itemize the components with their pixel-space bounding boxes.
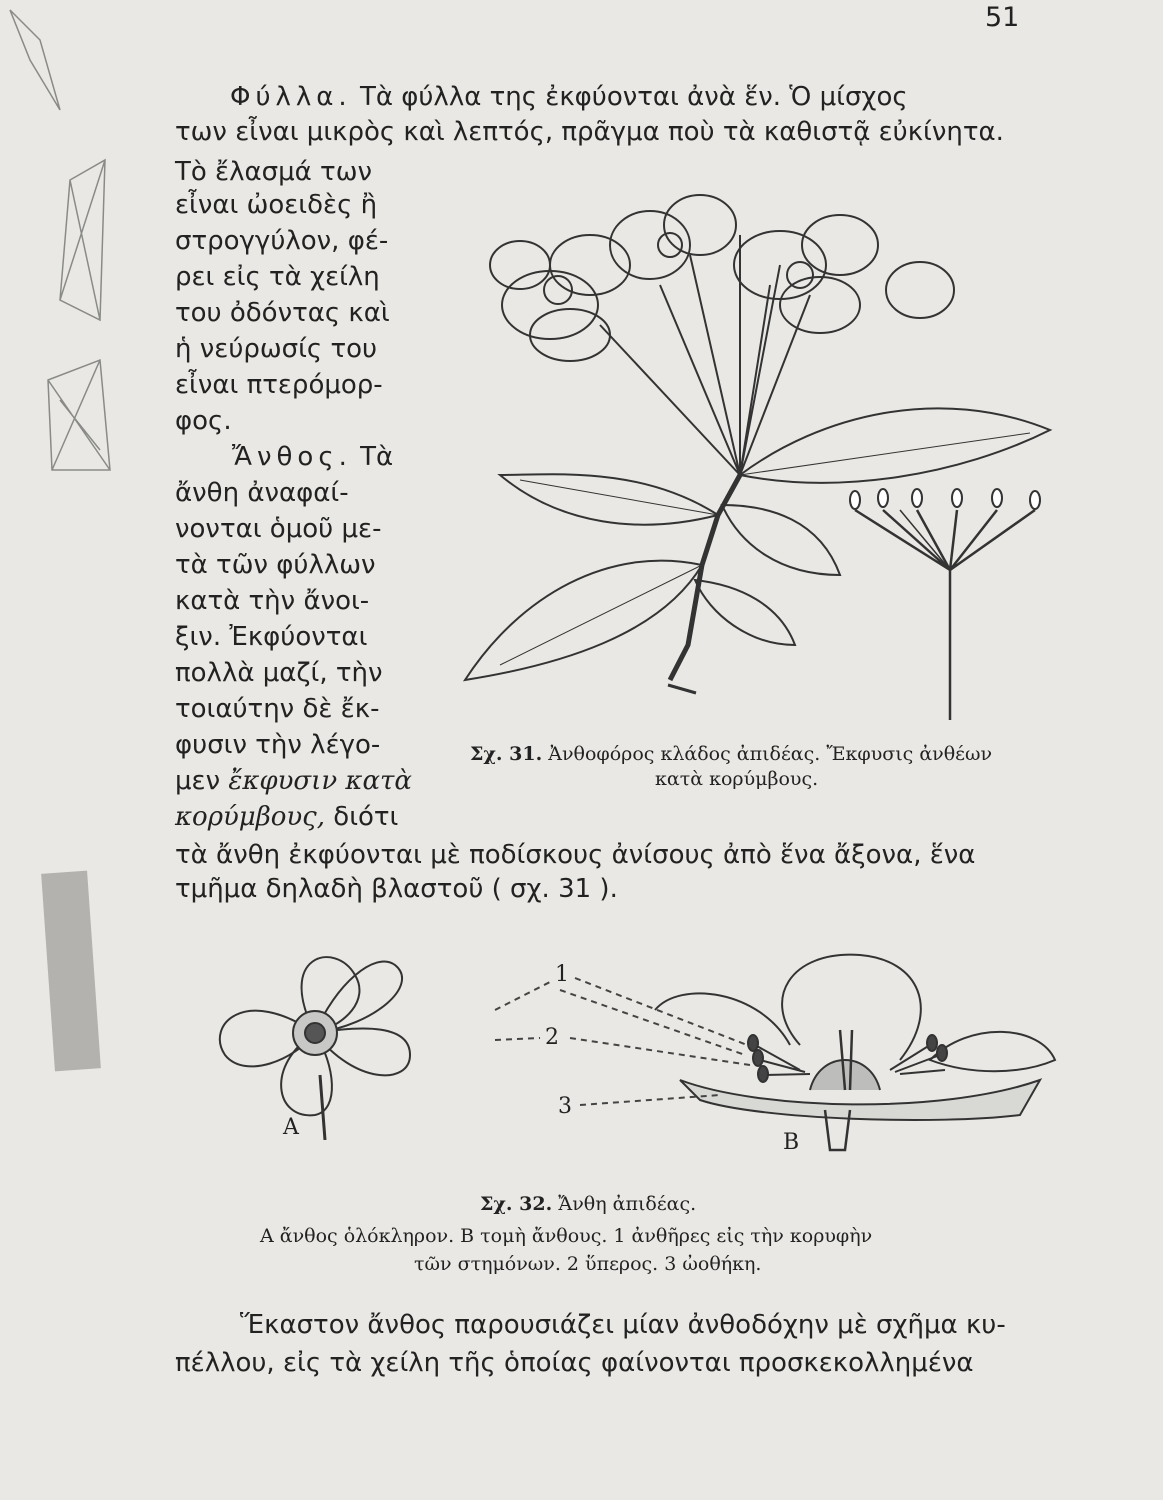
leaf	[740, 408, 1050, 482]
body-line: τμῆμα δηλαδὴ βλαστοῦ ( σχ. 31 ).	[175, 874, 618, 904]
closing-line-1: Ἕκαστον ἄνθος παρουσιάζει μίαν ἀνθοδόχην μὲ σχῆμα κυ-	[240, 1310, 1006, 1340]
fig32-pointer-2: 2	[545, 1025, 559, 1050]
fig32-label-a: A	[283, 1115, 299, 1140]
leaf	[465, 561, 702, 680]
left-col-line: ρει εἰς τὰ χείλη	[175, 262, 380, 292]
left-col-line-term: μεν ἔκφυσιν κατὰ	[175, 766, 412, 796]
leaf	[722, 505, 840, 575]
whole-pear-flower-illustration	[205, 945, 425, 1140]
flower-cluster-center	[610, 195, 736, 279]
flower-cluster-left	[490, 235, 630, 361]
body-line: τὰ ἄνθη ἐκφύονται μὲ ποδίσκους ἀνίσους ἀπὸ ἕνα ἄξονα, ἕνα	[175, 840, 976, 870]
adhesive-tape-mark	[41, 871, 101, 1072]
left-col-line: τὰ τῶν φύλλων	[175, 550, 376, 580]
fig31-caption-line-2: κατὰ κορύμβους.	[655, 768, 819, 790]
left-col-line: εἶναι πτερόμορ-	[175, 370, 383, 400]
page-number: 51	[985, 2, 1020, 33]
left-col-line: ἄνθη ἀναφαί-	[175, 478, 349, 508]
left-col-line: ἡ νεύρωσίς του	[175, 334, 378, 364]
left-col-line: κατὰ τὴν ἄνοι-	[175, 586, 370, 616]
fig32-title: Σχ. 32. Ἄνθη ἀπιδέας.	[480, 1193, 697, 1215]
fig31-caption-line-1: Σχ. 31. Ἀνθοφόρος κλάδος ἀπιδέας. Ἔκφυσις ἀνθέων	[470, 743, 993, 765]
left-col-line: πολλὰ μαζί, τὴν	[175, 658, 383, 688]
left-col-line: του ὀδόντας καὶ	[175, 298, 390, 328]
left-col-line: Τὸ ἔλασμά των	[175, 157, 373, 187]
closing-line-2: πέλλου, εἰς τὰ χείλη τῆς ὁποίας φαίνονται προσκεκολλημένα	[175, 1348, 974, 1378]
fig32-label-b: B	[783, 1130, 800, 1155]
italic-term: ἔκφυσιν κατὰ	[228, 766, 412, 796]
intro-line-2: των εἶναι μικρὸς καὶ λεπτός, πρᾶγμα ποὺ τὰ καθιστᾷ εὐκίνητα.	[175, 117, 1004, 147]
flower-cluster-right	[734, 215, 954, 333]
left-col-line: φυσιν τὴν λέγο-	[175, 730, 381, 760]
left-col-line-term: κορύμβους, διότι	[175, 802, 399, 832]
fig32-caption-line-1: Α ἄνθος ὁλόκληρον. Β τομὴ ἄνθους. 1 ἀνθῆρες εἰς τὴν κορυφὴν	[260, 1225, 873, 1247]
fig32-number: Σχ. 32.	[480, 1193, 553, 1215]
flower-heading-line: Ἄνθος. Τὰ	[232, 442, 394, 472]
fig31-number: Σχ. 31.	[470, 743, 543, 765]
leaves-heading: Φύλλα.	[230, 82, 352, 112]
leaf	[695, 580, 795, 645]
corymb-diagram	[835, 480, 1065, 720]
left-col-line: ξιν. Ἐκφύονται	[175, 622, 368, 652]
left-col-line: νονται ὁμοῦ με-	[175, 514, 382, 544]
left-col-line: φος.	[175, 406, 232, 436]
petal	[930, 1032, 1055, 1071]
fig32-pointer-1: 1	[555, 962, 569, 987]
fig32-pointer-lines	[480, 960, 780, 1120]
fig32-caption-line-2: τῶν στημόνων. 2 ὕπερος. 3 ὠοθήκη.	[414, 1253, 762, 1275]
left-col-line: στρογγύλον, φέ-	[175, 226, 389, 256]
margin-pencil-sketch	[0, 0, 150, 480]
fig32-pointer-3: 3	[558, 1094, 572, 1119]
left-col-line: εἶναι ὠοειδὲς ἢ	[175, 190, 378, 220]
intro-line-1: Φύλλα. Τὰ φύλλα της ἐκφύονται ἀνὰ ἕν. Ὁ μίσχος	[230, 82, 908, 112]
flower-heading: Ἄνθος.	[232, 442, 352, 472]
italic-term: κορύμβους,	[175, 802, 326, 832]
left-col-line: τοιαύτην δὲ ἔκ-	[175, 694, 380, 724]
